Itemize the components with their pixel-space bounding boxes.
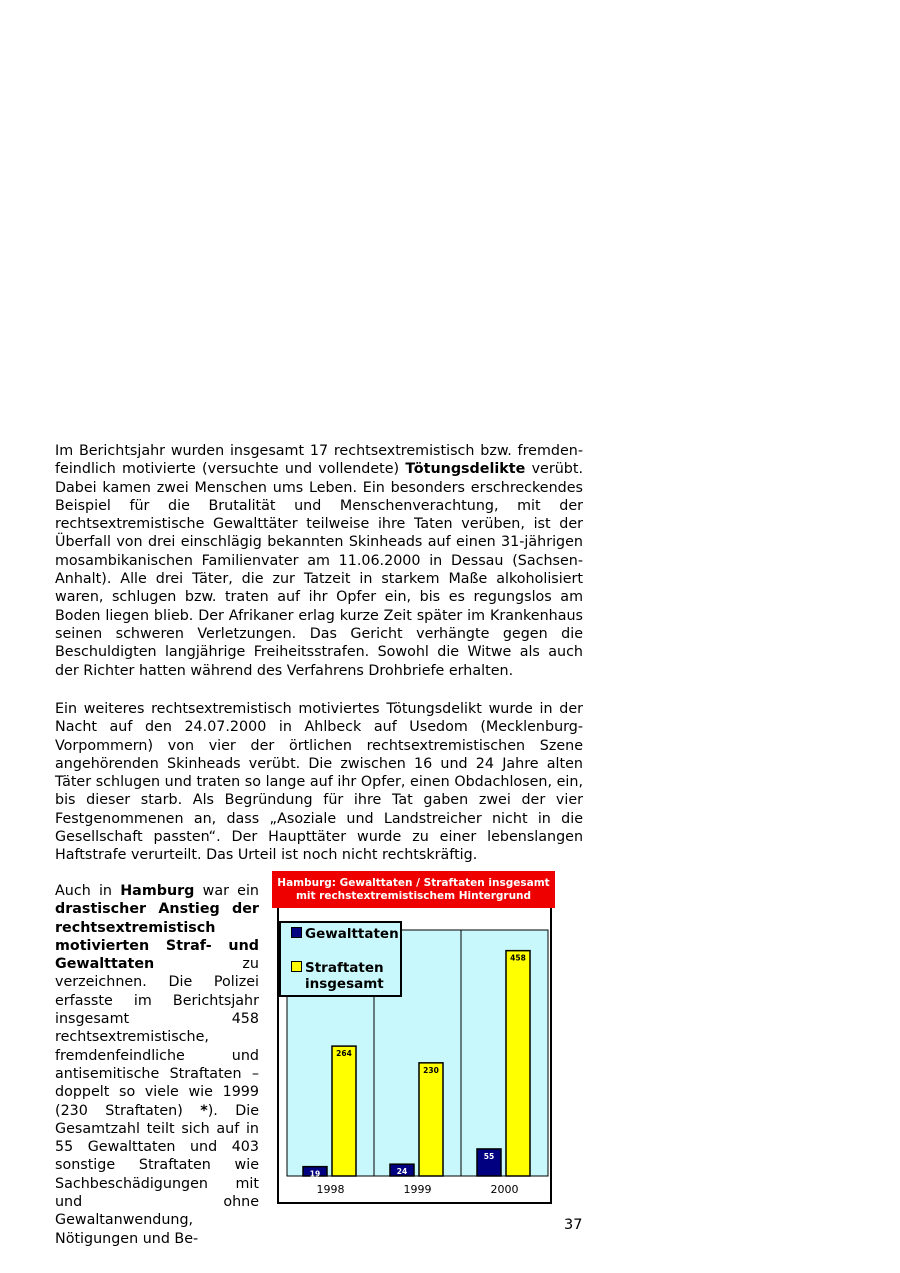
data-label-gewalttaten-1999: 24 (396, 1167, 408, 1177)
bold-toetungsdelikte: Tötungsdelikte (405, 461, 526, 478)
x-tick-label-1999: 1999 (403, 1183, 432, 1196)
paragraph-toetungsdelikte: Im Berichtsjahr wurden insgesamt 17 rechtsextremistisch bzw. fremdenfeindlich motivierte (versuchte und vollendete) Tötungsdelikte verübt. Dabei kamen zwei Menschen ums Leben. Ein besonders erschreckendes Beispiel für die Brutalität und Menschenverachtung, mit der rechtsextremistische Gewalttäter teilweise ihre Taten verüben, ist der Überfall von drei einschlägig bekannten Skinheads auf einen 31-jährigen mosambikanischen Familienvater am 11.06.2000 in Dessau (Sachsen-Anhalt). Alle drei Täter, die zur Tatzeit in starkem Maße alkoholisiert waren, schlugen bzw. traten auf ihr Opfer ein, bis es regungslos am Boden liegen blieb. Der Afrikaner erlag kurze Zeit später im Krankenhaus seinen schweren Verletzungen. Das Gericht verhängte gegen die Beschuldigten langjährige Freiheitsstrafen. Sowohl die Witwe als auch der Richter hatten während des Verfahrens Drohbriefe erhalten. (55, 443, 584, 679)
paragraph-hamburg: Auch in Hamburg war ein drastischer Anstieg der rechtsextremistisch motivierten Straf- und Gewalttaten zu verzeichnen. Die Polizei erfasste im Berichtsjahr insgesamt 458 rechtsextremistische, fremdenfeindliche und antisemitische Straftaten – doppelt so viele wie 1999 (230 Straftaten) *). Die Gesamtzahl teilt sich auf in 55 Gewalttaten und 403 sonstige Straftaten wie Sachbeschädigungen mit und ohne Gewaltanwendung, Nötigungen und Be- (55, 883, 259, 1247)
legend-item-straftaten: Straftaten insgesamt (291, 960, 384, 992)
legend-item-gewalttaten: Gewalttaten (291, 926, 399, 942)
data-label-gewalttaten-2000: 55 (483, 1151, 495, 1161)
data-label-straftaten-1999: 230 (423, 1065, 439, 1075)
legend-swatch-gewalttaten (291, 927, 302, 938)
bar-straftaten-1999 (419, 1063, 443, 1176)
paragraph-ahlbeck: Ein weiteres rechtsextremistisch motiviertes Tötungsdelikt wurde in der Nacht auf den 24.07.2000 in Ahlbeck auf Usedom (Mecklenburg-Vorpommern) von vier der örtlichen rechtsextremistischen Szene angehörenden Skinheads verübt. Die zwischen 16 und 24 Jahre alten Täter schlugen und traten so lange auf ihr Opfer, einen Obdachlosen, ein, bis dieser starb. Als Begründung für ihre Tat gaben zwei der vier Festgenommenen an, dass „Asoziale und Landstreicher nicht in die Gesellschaft passten“. Der Haupttäter wurde zu einer lebenslangen Haftstrafe verurteilt. Das Urteil ist noch nicht rechtskräftig. (55, 701, 583, 864)
x-tick-label-1998: 1998 (316, 1183, 345, 1196)
legend-swatch-straftaten (291, 961, 302, 972)
data-label-gewalttaten-1998: 19 (309, 1169, 321, 1179)
data-label-straftaten-2000: 458 (510, 953, 526, 963)
bar-straftaten-2000 (506, 951, 530, 1176)
chart-title-line2: mit rechstextremistischem Hintergrund (295, 889, 532, 902)
chart-legend (279, 921, 402, 997)
chart-title (272, 871, 555, 908)
x-tick-label-2000: 2000 (490, 1183, 519, 1196)
chart-title-line1: Hamburg: Gewalttaten / Straftaten insgesamt (277, 876, 550, 889)
data-label-straftaten-1998: 264 (336, 1049, 352, 1059)
bar-straftaten-1998 (332, 1046, 356, 1176)
page-number: 37 (564, 1217, 583, 1233)
